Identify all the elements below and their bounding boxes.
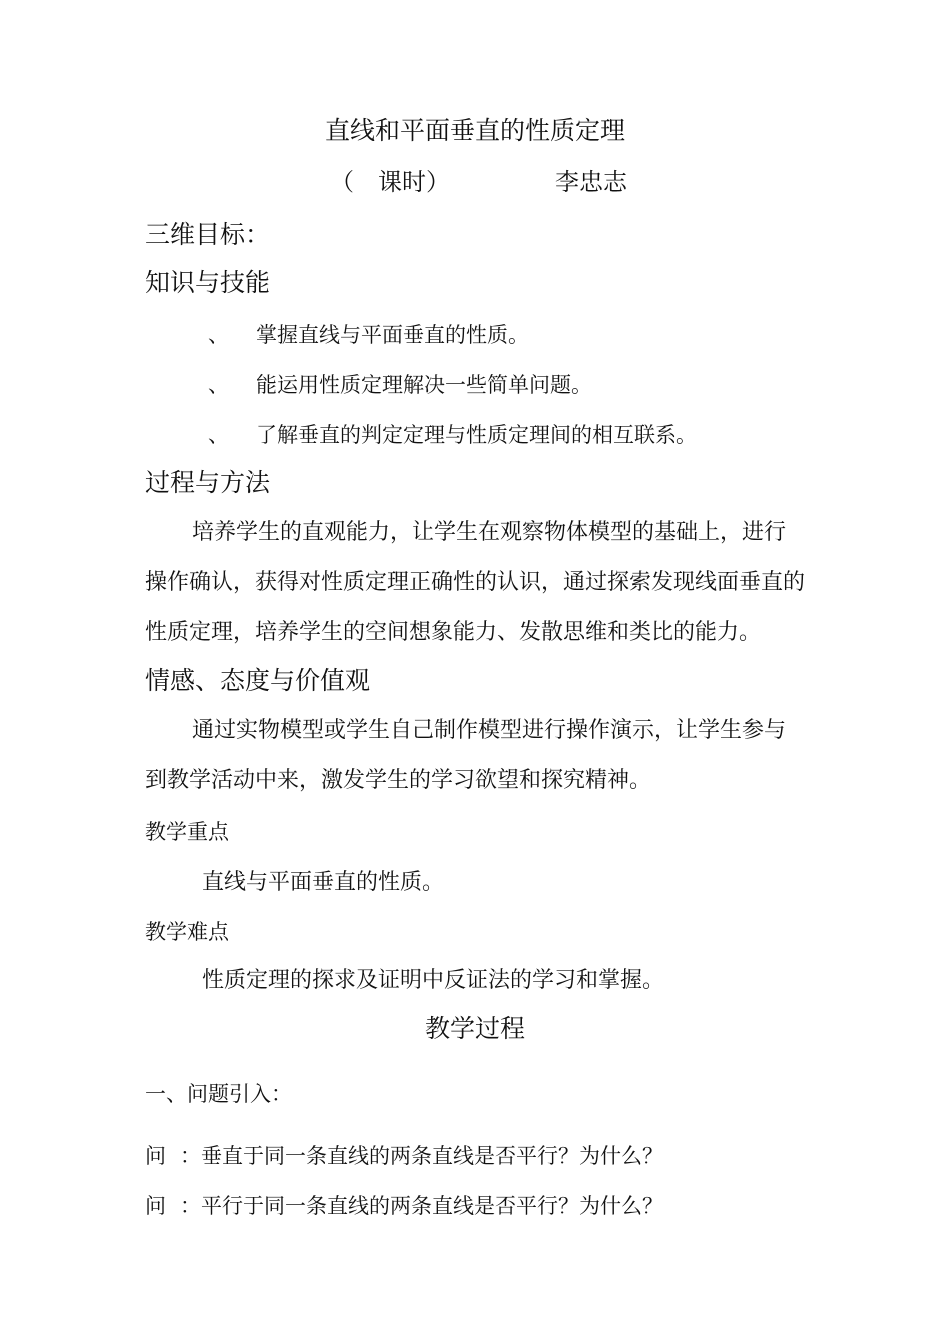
emotion-paragraph-line-2: 到教学活动中来，激发学生的学习欲望和探究精神。 <box>145 768 652 793</box>
process-paragraph-line-2: 操作确认，获得对性质定理正确性的认识，通过探索发现线面垂直的 <box>145 570 806 595</box>
knowledge-item-3-text: 了解垂直的判定定理与性质定理间的相互联系。 <box>256 423 697 447</box>
process-paragraph-line-3: 性质定理，培养学生的空间想象能力、发散思维和类比的能力。 <box>145 620 762 645</box>
process-paragraph-line-1: 培养学生的直观能力，让学生在观察物体模型的基础上，进行 <box>192 520 787 545</box>
difficulty-heading: 教学难点 <box>145 920 229 944</box>
lesson-label: （ 课时） <box>330 168 450 196</box>
knowledge-item-3-number: 、 <box>208 423 229 447</box>
question-2-text: ：平行于同一条直线的两条直线是否平行？为什么？ <box>180 1194 663 1218</box>
objectives-heading: 三维目标： <box>145 220 271 249</box>
knowledge-item-2-number: 、 <box>208 373 229 397</box>
knowledge-item-1-number: 、 <box>208 323 229 347</box>
emotion-heading: 情感、态度与价值观 <box>145 666 371 695</box>
key-point-heading: 教学重点 <box>145 820 229 844</box>
knowledge-item-2-text: 能运用性质定理解决一些简单问题。 <box>256 373 592 397</box>
question-1-text: ：垂直于同一条直线的两条直线是否平行？为什么？ <box>180 1144 663 1168</box>
difficulty-text: 性质定理的探求及证明中反证法的学习和掌握。 <box>202 968 665 993</box>
author-name: 李忠志 <box>555 168 627 196</box>
process-heading: 过程与方法 <box>145 468 271 497</box>
document-title: 直线和平面垂直的性质定理 <box>324 116 625 145</box>
procedure-heading: 教学过程 <box>424 1014 525 1043</box>
knowledge-item-1-text: 掌握直线与平面垂直的性质。 <box>256 323 529 347</box>
emotion-paragraph-line-1: 通过实物模型或学生自己制作模型进行操作演示，让学生参与 <box>192 718 787 743</box>
question-2-label: 问 <box>145 1194 166 1218</box>
knowledge-heading: 知识与技能 <box>145 268 271 297</box>
key-point-text: 直线与平面垂直的性质。 <box>202 870 445 895</box>
question-1-label: 问 <box>145 1144 166 1168</box>
section-1-heading: 一、问题引入： <box>145 1082 292 1106</box>
